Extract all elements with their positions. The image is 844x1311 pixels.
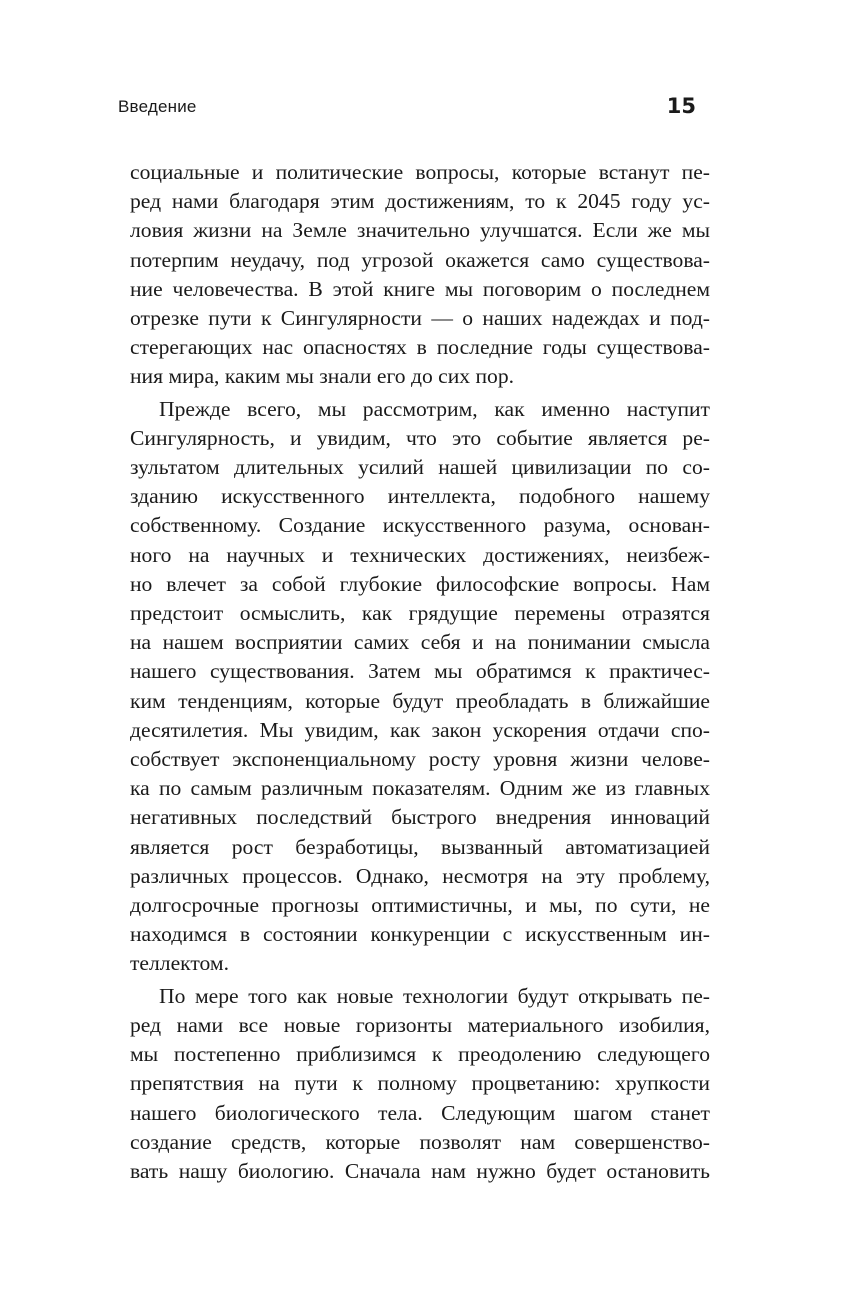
text-line: социальные и политические вопросы, которые встанут пе-	[130, 160, 710, 184]
text-line: собствует экспоненциальному росту уровня жизни челове-	[130, 747, 710, 772]
text-line: ние человечества. В этой книге мы поговорим о последнем	[130, 276, 710, 301]
running-header	[118, 94, 698, 127]
body-text	[130, 158, 710, 1189]
text-line: ред нами все новые горизонты материального изобилия,	[130, 1012, 710, 1037]
text-line: предстоит осмыслить, как грядущие перемены отразятся	[130, 601, 710, 626]
text-line: негативных последствий быстрого внедрения инноваций	[130, 805, 710, 830]
text-line: нашего существования. Затем мы обратимся к практичес-	[130, 659, 710, 684]
text-line: но влечет за собой глубокие философские вопросы. Нам	[130, 571, 710, 596]
text-line: собственному. Создание искусственного разума, основан-	[130, 513, 710, 538]
text-line: мы постепенно приблизимся к преодолению следующего	[130, 1042, 710, 1067]
text-line: ного на научных и технических достижениях, неизбеж-	[130, 542, 710, 567]
text-line: вать нашу биологию. Сначала нам нужно будет остановить	[130, 1158, 710, 1183]
text-line: ния мира, каким мы знали его до сих пор.	[130, 364, 515, 389]
text-line: Прежде всего, мы рассмотрим, как именно наступит	[159, 396, 710, 421]
text-line: препятствия на пути к полному процветанию: хрупкости	[130, 1071, 710, 1096]
text-line: отрезке пути к Сингулярности — о наших надеждах и под-	[130, 306, 710, 331]
text-line: является рост безработицы, вызванный автоматизацией	[130, 834, 710, 859]
paragraph-2	[130, 395, 710, 979]
section-title: Введение	[118, 97, 197, 116]
text-line: стерегающих нас опасностях в последние годы существова-	[130, 335, 710, 360]
text-line: По мере того как новые технологии будут открывать пе-	[159, 983, 710, 1008]
page-number: 15	[666, 94, 696, 118]
paragraph-1	[130, 158, 710, 392]
text-line: зданию искусственного интеллекта, подобного нашему	[130, 484, 710, 509]
text-line: нашего биологического тела. Следующим шагом станет	[130, 1100, 710, 1125]
text-line: зультатом длительных усилий нашей цивилизации по со-	[130, 455, 710, 480]
text-line: находимся в состоянии конкуренции с искусственным ин-	[130, 922, 710, 947]
text-line: долгосрочные прогнозы оптимистичны, и мы, по сути, не	[130, 893, 710, 918]
text-line: ким тенденциям, которые будут преобладать в ближайшие	[130, 688, 710, 713]
text-line: создание средств, которые позволят нам совершенство-	[130, 1129, 710, 1154]
text-line: различных процессов. Однако, несмотря на эту проблему,	[130, 863, 710, 888]
paragraph-3	[130, 982, 710, 1186]
text-line: десятилетия. Мы увидим, как закон ускорения отдачи спо-	[130, 717, 710, 742]
text-line: Сингулярность, и увидим, что это событие является ре-	[130, 425, 710, 450]
text-line: на нашем восприятии самих себя и на понимании смысла	[130, 630, 710, 655]
text-line: теллектом.	[130, 951, 229, 976]
text-line: ред нами благодаря этим достижениям, то к 2045 году ус-	[130, 189, 710, 214]
text-line: ловия жизни на Земле значительно улучшатся. Если же мы	[130, 218, 710, 243]
text-line: ка по самым различным показателям. Одним же из главных	[130, 776, 710, 801]
text-line: потерпим неудачу, под угрозой окажется само существова-	[130, 247, 710, 272]
